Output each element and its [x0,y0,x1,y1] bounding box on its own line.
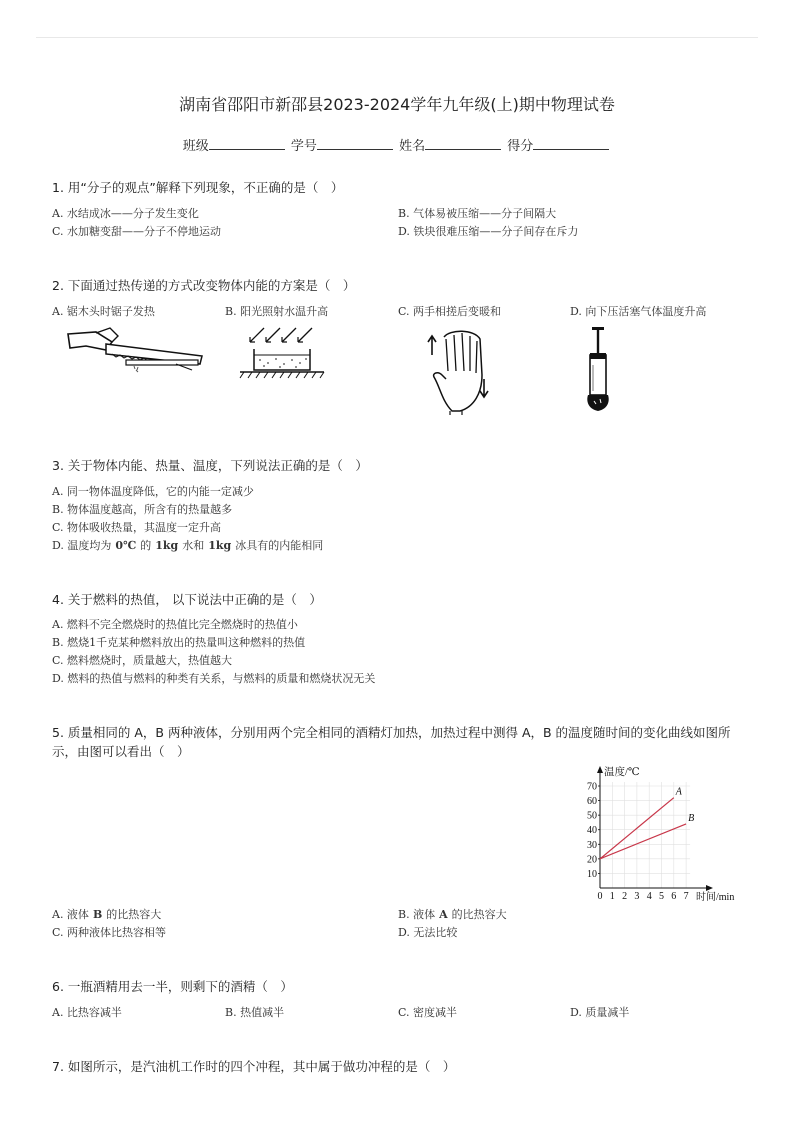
q1-option-d[interactable]: D. 铁块很难压缩——分子间存在斥力 [398,225,579,238]
y-tick-label: 50 [587,810,597,822]
q2-option-b[interactable]: B. 阳光照射水温升高 [225,305,329,318]
q5-option-d[interactable]: D. 无法比较 [398,926,458,939]
q2-option-d[interactable]: D. 向下压活塞气体温度升高 [570,305,707,318]
q3-d-text-post: 冰具有的内能相同 [235,539,324,552]
q3-option-d[interactable] [52,537,323,553]
y-axis-arrow [597,766,603,773]
class-blank[interactable] [209,137,285,150]
x-tick-label: 6 [671,891,677,902]
question-6-stem: 6. 一瓶酒精用去一半，则剩下的酒精（ ） [52,979,293,994]
student-info-line [0,135,794,154]
q1-option-c[interactable]: C. 水加糖变甜——分子不停地运动 [52,225,222,238]
x-tick-label: 0 [597,891,603,902]
q1-option-b[interactable]: B. 气体易被压缩——分子间隔大 [398,207,557,220]
question-3-stem: 3. 关于物体内能、热量、温度，下列说法正确的是（ ） [52,458,368,473]
q5-option-b[interactable] [398,906,507,922]
q3-d-mass-1: 1kg [155,539,179,552]
q5-a-text-pre: A. 液体 [52,908,89,921]
q3-d-temperature: 0℃ [115,539,137,552]
page-title: 湖南省邵阳市新邵县2023-2024学年九年级(上)期中物理试卷 [179,95,615,114]
y-tick-label: 40 [587,825,597,837]
temperature-time-chart [580,760,750,910]
q3-option-c[interactable]: C. 物体吸收热量，其温度一定升高 [52,521,222,534]
q3-d-mass-2: 1kg [208,539,232,552]
y-tick-label: 30 [587,839,597,851]
x-tick-label: 7 [683,891,689,902]
x-tick-label: 5 [659,891,664,902]
y-tick-label: 60 [587,796,597,808]
x-tick-label: 4 [646,891,652,902]
saw-illustration [66,324,206,376]
q5-a-liquid: B [92,908,103,921]
q3-d-text-mid1: 的 [140,539,152,552]
name-label: 姓名 [399,139,426,154]
q6-option-a[interactable]: A. 比热容减半 [52,1006,122,1019]
q3-option-a[interactable]: A. 同一物体温度降低，它的内能一定减少 [52,485,254,498]
rubbing-hands-illustration [424,327,496,415]
q1-option-a[interactable]: A. 水结成冰——分子发生变化 [52,207,199,220]
series-line-b [600,824,686,859]
score-blank[interactable] [533,137,609,150]
x-tick-label: 1 [609,891,615,902]
q6-option-d[interactable]: D. 质量减半 [570,1006,630,1019]
q6-option-c[interactable]: C. 密度减半 [398,1006,458,1019]
question-4-stem: 4. 关于燃料的热值， 以下说法中正确的是（ ） [52,592,322,607]
y-axis-label: 温度/℃ [604,767,640,778]
series-label-b: B [688,812,695,824]
q2-option-c[interactable]: C. 两手相搓后变暖和 [398,305,502,318]
question-5-stem: 5. 质量相同的 A，B 两种液体，分别用两个完全相同的酒精灯加热，加热过程中测得 A，B 的温度随时间的变化曲线如图所示，由图可以看出（ ） [52,725,731,759]
q5-b-liquid: A [439,908,448,921]
number-label: 学号 [290,139,317,154]
q4-option-c[interactable]: C. 燃料燃烧时，质量越大，热值越大 [52,654,233,667]
q4-option-d[interactable]: D. 燃料的热值与燃料的种类有关系，与燃料的质量和燃烧状况无关 [52,672,376,685]
q3-d-text-pre: D. 温度均为 [52,539,112,552]
q5-option-c[interactable]: C. 两种液体比热容相等 [52,926,167,939]
x-axis-label: 时间/min [696,892,735,903]
class-label: 班级 [182,139,209,154]
q5-b-text-pre: B. 液体 [398,908,436,921]
y-tick-label: 20 [587,854,597,866]
x-axis-arrow [706,885,713,891]
question-7-stem: 7. 如图所示，是汽油机工作时的四个冲程，其中属于做功冲程的是（ ） [52,1059,456,1074]
q4-option-a[interactable]: A. 燃料不完全燃烧时的热值比完全燃烧时的热值小 [52,618,298,631]
q3-d-text-mid2: 水和 [182,539,205,552]
piston-cylinder-illustration [582,325,614,413]
q4-option-b[interactable]: B. 燃烧1千克某种燃料放出的热量叫这种燃料的热值 [52,636,306,649]
q6-option-b[interactable]: B. 热值减半 [225,1006,285,1019]
question-1-stem: 1. 用“分子的观点”解释下列现象，不正确的是（ ） [52,180,344,195]
y-tick-label: 70 [587,781,597,793]
score-label: 得分 [507,139,534,154]
question-2-stem: 2. 下面通过热传递的方式改变物体内能的方案是（ ） [52,278,356,293]
name-blank[interactable] [425,137,501,150]
x-tick-label: 2 [622,891,628,902]
q2-option-a[interactable]: A. 锯木头时锯子发热 [52,305,155,318]
y-tick-label: 10 [587,868,597,880]
x-tick-label: 3 [634,891,640,902]
q5-b-text-post: 的比热容大 [451,908,507,921]
q5-a-text-post: 的比热容大 [106,908,162,921]
number-blank[interactable] [317,137,393,150]
water-heating-illustration [236,325,328,383]
series-label-a: A [675,786,682,798]
top-divider [36,37,758,38]
q5-option-a[interactable] [52,906,161,922]
q3-option-b[interactable]: B. 物体温度越高，所含有的热量越多 [52,503,233,516]
